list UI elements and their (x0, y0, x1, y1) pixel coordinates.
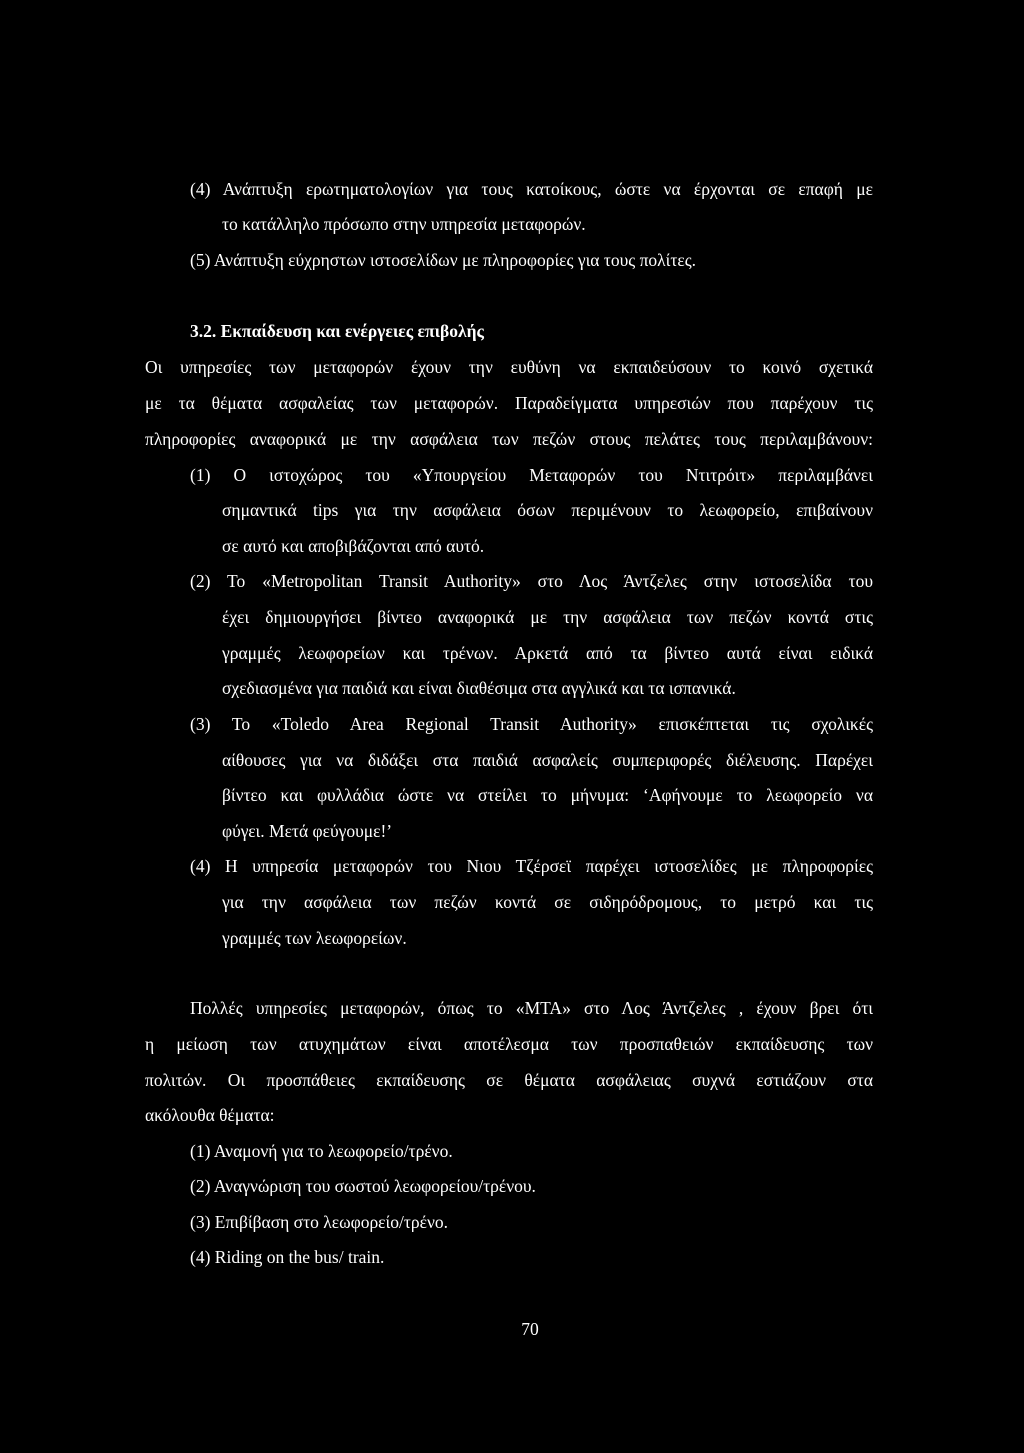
topic-1: (1) Αναμονή για το λεωφορείο/τρένο. (190, 1141, 453, 1161)
example-4-line-2: για την ασφάλεια των πεζών κοντά σε σιδηρόδρομους, το μετρό και τις (222, 892, 873, 912)
example-3-line-1: (3) Το «Toledo Area Regional Transit Authority» επισκέπτεται τις σχολικές (190, 714, 873, 734)
example-2-line-4: σχεδιασμένα για παιδιά και είναι διαθέσιμα στα αγγλικά και τα ισπανικά. (222, 678, 736, 698)
list-item-4-line-1: (4) Ανάπτυξη ερωτηματολογίων για τους κατοίκους, ώστε να έρχονται σε επαφή με (190, 179, 873, 199)
example-2-line-3: γραμμές λεωφορείων και τρένων. Αρκετά από τα βίντεο αυτά είναι ειδικά (222, 643, 873, 663)
paragraph-2-line-2: η μείωση των ατυχημάτων είναι αποτέλεσμα των προσπαθειών εκπαίδευσης των (145, 1034, 873, 1054)
example-4-line-3: γραμμές των λεωφορείων. (222, 928, 407, 948)
example-1-line-3: σε αυτό και αποβιβάζονται από αυτό. (222, 536, 485, 556)
example-1-line-1: (1) Ο ιστοχώρος του «Υπουργείου Μεταφορών του Ντιτρόιτ» περιλαμβάνει (190, 465, 873, 485)
paragraph-2-line-4: ακόλουθα θέματα: (145, 1105, 275, 1125)
page-number: 70 (521, 1319, 539, 1339)
example-2-line-1: (2) Το «Metropolitan Transit Authority» στο Λος Άντζελες στην ιστοσελίδα του (190, 571, 873, 591)
example-4-line-1: (4) Η υπηρεσία μεταφορών του Νιου Τζέρσεϊ παρέχει ιστοσελίδες με πληροφορίες (190, 856, 873, 876)
topic-4: (4) Riding on the bus/ train. (190, 1247, 385, 1267)
example-1-line-2: σημαντικά tips για την ασφάλεια όσων περιμένουν το λεωφορείο, επιβαίνουν (222, 500, 873, 520)
list-item-4-line-2: το κατάλληλο πρόσωπο στην υπηρεσία μεταφορών. (222, 214, 586, 234)
section-heading: 3.2. Εκπαίδευση και ενέργειες επιβολής (190, 321, 484, 341)
paragraph-2-line-1: Πολλές υπηρεσίες μεταφορών, όπως το «MTA» στο Λος Άντζελες , έχουν βρει ότι (190, 998, 873, 1018)
intro-line-2: με τα θέματα ασφαλείας των μεταφορών. Παραδείγματα υπηρεσιών που παρέχουν τις (145, 393, 873, 413)
intro-line-1: Οι υπηρεσίες των μεταφορών έχουν την ευθύνη να εκπαιδεύσουν το κοινό σχετικά (145, 357, 873, 377)
list-item-5: (5) Ανάπτυξη εύχρηστων ιστοσελίδων με πληροφορίες για τους πολίτες. (190, 250, 697, 270)
example-3-line-4: φύγει. Μετά φεύγουμε!’ (222, 821, 393, 841)
intro-line-3: πληροφορίες αναφορικά με την ασφάλεια των πεζών στους πελάτες τους περιλαμβάνουν: (145, 429, 873, 449)
example-2-line-2: έχει δημιουργήσει βίντεο αναφορικά με την ασφάλεια των πεζών κοντά στις (222, 607, 873, 627)
example-3-line-3: βίντεο και φυλλάδια ώστε να στείλει το μήνυμα: ‘Αφήνουμε το λεωφορείο να (222, 785, 873, 805)
topic-3: (3) Επιβίβαση στο λεωφορείο/τρένο. (190, 1212, 449, 1232)
topic-2: (2) Αναγνώριση του σωστού λεωφορείου/τρένου. (190, 1176, 536, 1196)
example-3-line-2: αίθουσες για να διδάξει στα παιδιά ασφαλείς συμπεριφορές διέλευσης. Παρέχει (222, 750, 873, 770)
paragraph-2-line-3: πολιτών. Οι προσπάθειες εκπαίδευσης σε θέματα ασφάλειας συχνά εστιάζουν στα (145, 1070, 873, 1090)
